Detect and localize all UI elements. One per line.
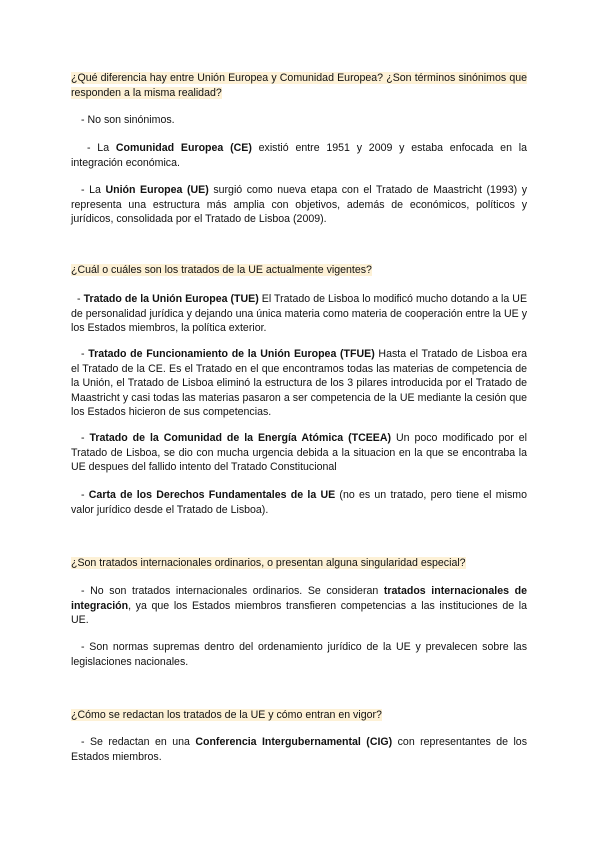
answer-text: - (81, 432, 90, 444)
answer-bold-term: Comunidad Europea (CE) (115, 142, 252, 154)
answer-paragraph (71, 584, 527, 628)
question-heading (71, 556, 527, 571)
answer-bold-term: Tratado de la Comunidad de la Energía Atómica (TCEEA) (89, 432, 392, 444)
answer-paragraph (71, 292, 527, 336)
answer-text: - La (81, 184, 106, 196)
answer-text: Un poco modificado por el Tratado de Lisboa, se dio con mucha urgencia debida a la situacion en la que se encontraba la UE despues del fallido intento del Tratado Constitucional (71, 432, 527, 473)
answer-bold-term: Conferencia Intergubernamental (CIG) (195, 736, 393, 748)
answer-paragraph (71, 431, 527, 475)
answer-text: existió entre 1951 y 2009 y estaba enfocada en la integración económica. (71, 142, 527, 169)
answer-text: - Se redactan en una (81, 736, 196, 748)
question-text: ¿Cuál o cuáles son los tratados de la UE actualmente vigentes? (71, 264, 372, 276)
answer-text: - No son tratados internacionales ordinarios. Se consideran (81, 585, 384, 597)
answer-bold-term: Carta de los Derechos Fundamentales de la UE (88, 489, 336, 501)
answer-bold-term: Unión Europea (UE) (105, 184, 209, 196)
answer-text: surgió como nueva etapa con el Tratado de Maastricht (1993) y representa una estructura más amplia con objetivos, además de económicos, políticos y jurídicos, consolidada por el Tratado de Lisboa (2009). (71, 184, 527, 225)
answer-paragraph (71, 488, 527, 517)
answer-paragraph (71, 640, 527, 669)
question-heading (71, 71, 527, 100)
answer-text: , ya que los Estados miembros transfieren competencias a las instituciones de la UE. (71, 599, 527, 626)
question-text: ¿Son tratados internacionales ordinarios, o presentan alguna singularidad especial? (71, 557, 466, 569)
answer-paragraph (71, 735, 527, 764)
answer-paragraph (71, 141, 527, 170)
answer-paragraph (71, 113, 527, 128)
answer-text: con representantes de los Estados miembros. (71, 736, 527, 763)
answer-text: - (81, 348, 89, 360)
question-text: ¿Cómo se redactan los tratados de la UE y cómo entran en vigor? (71, 709, 382, 721)
question-heading (71, 263, 527, 278)
question-text: ¿Qué diferencia hay entre Unión Europea y Comunidad Europea? ¿Son términos sinónimos que responden a la misma realidad? (71, 72, 527, 99)
answer-paragraph (71, 347, 527, 420)
answer-text: - No son sinónimos. (81, 114, 175, 126)
answer-text: (no es un tratado, pero tiene el mismo valor jurídico desde el Tratado de Lisboa). (71, 489, 527, 516)
answer-bold-term: tratados internacionales de integración (71, 585, 528, 612)
answer-text: - (81, 489, 89, 501)
question-heading (71, 708, 527, 723)
answer-text: - Son normas supremas dentro del ordenamiento jurídico de la UE y prevalecen sobre las legislaciones nacionales. (71, 641, 527, 668)
answer-bold-term: Tratado de la Unión Europea (TUE) (83, 293, 259, 305)
answer-paragraph (71, 183, 527, 227)
answer-text: - (77, 293, 84, 305)
answer-text: Hasta el Tratado de Lisboa era el Tratado de la CE. Es el Tratado en el que encontramos todas las materias de competencia de la Unión, el Tratado de Lisboa eliminó la estructura de los 3 pilares introducida por el Tratado de Maastricht y casi todas las materias pasaron a ser competencia de la UE mediante la cesión que los Estados hicieron de sus competencias. (71, 348, 527, 418)
answer-bold-term: Tratado de Funcionamiento de la Unión Europea (TFUE) (88, 348, 375, 360)
answer-text: El Tratado de Lisboa lo modificó mucho dotando a la UE de personalidad jurídica y dejando una única materia como materia de cooperación entre la UE y los Estados miembros, la política exterior. (71, 293, 528, 334)
answer-text: - La (87, 142, 116, 154)
